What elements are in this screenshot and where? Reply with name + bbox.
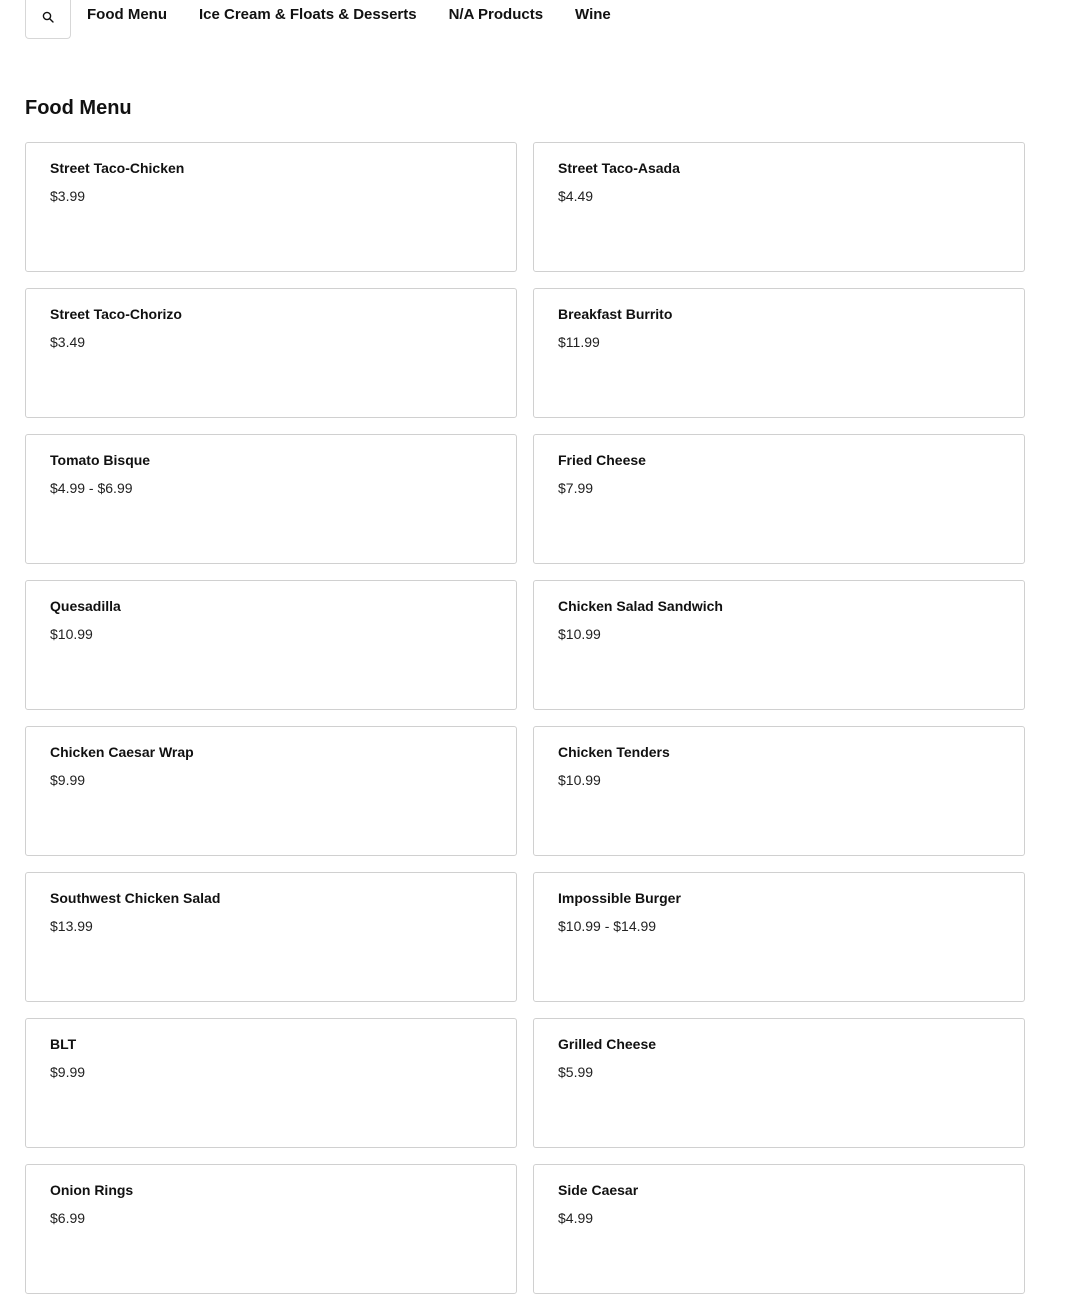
menu-item-price: $4.49 xyxy=(558,188,594,204)
menu-item-name: Quesadilla xyxy=(50,598,121,614)
menu-item-name: Side Caesar xyxy=(558,1182,639,1198)
menu-item-name: Southwest Chicken Salad xyxy=(50,890,221,906)
menu-item-price: $11.99 xyxy=(558,334,600,350)
section-title: Food Menu xyxy=(25,97,132,119)
menu-item-card[interactable] xyxy=(533,580,1025,710)
menu-item-price: $9.99 xyxy=(50,772,86,788)
tab-na-products[interactable]: N/A Products xyxy=(448,6,544,23)
category-tabs xyxy=(87,0,627,24)
tab-wine[interactable]: Wine xyxy=(575,6,611,23)
menu-item-name: Grilled Cheese xyxy=(558,1036,657,1052)
menu-item-card[interactable] xyxy=(533,434,1025,564)
menu-item-card[interactable] xyxy=(25,1164,517,1294)
menu-item-name: Street Taco-Chorizo xyxy=(50,306,182,322)
menu-item-card[interactable] xyxy=(25,872,517,1002)
menu-item-price: $10.99 xyxy=(558,772,601,788)
menu-item-name: Onion Rings xyxy=(50,1182,134,1198)
menu-item-card[interactable] xyxy=(533,142,1025,272)
tab-ice-cream-floats-desserts[interactable]: Ice Cream & Floats & Desserts xyxy=(198,6,417,23)
menu-item-card[interactable] xyxy=(533,726,1025,856)
menu-item-price: $7.99 xyxy=(558,480,594,496)
menu-item-price: $3.49 xyxy=(50,334,86,350)
menu-item-name: Chicken Salad Sandwich xyxy=(558,598,723,614)
menu-item-name: Fried Cheese xyxy=(558,452,646,468)
menu-item-card[interactable] xyxy=(25,1018,517,1148)
menu-item-name: Chicken Tenders xyxy=(558,744,670,760)
tab-food-menu[interactable]: Food Menu xyxy=(87,6,167,23)
search-icon xyxy=(42,10,54,28)
menu-item-price: $3.99 xyxy=(50,188,86,204)
menu-item-price: $13.99 xyxy=(50,918,93,934)
menu-item-card[interactable] xyxy=(533,872,1025,1002)
menu-item-name: BLT xyxy=(50,1036,77,1052)
menu-item-price: $5.99 xyxy=(558,1064,594,1080)
menu-item-price: $10.99 xyxy=(50,626,93,642)
menu-item-price: $4.99 xyxy=(558,1210,594,1226)
menu-item-name: Impossible Burger xyxy=(558,890,681,906)
menu-item-card[interactable] xyxy=(25,142,517,272)
menu-item-card[interactable] xyxy=(25,288,517,418)
menu-item-name: Street Taco-Chicken xyxy=(50,160,185,176)
menu-item-name: Tomato Bisque xyxy=(50,452,151,468)
menu-item-name: Breakfast Burrito xyxy=(558,306,673,322)
menu-item-name: Street Taco-Asada xyxy=(558,160,680,176)
menu-item-price: $9.99 xyxy=(50,1064,86,1080)
menu-item-card[interactable] xyxy=(533,288,1025,418)
menu-item-card[interactable] xyxy=(533,1164,1025,1294)
menu-items-grid xyxy=(25,142,1025,1294)
menu-item-price: $4.99 - $6.99 xyxy=(50,480,133,496)
search-button[interactable] xyxy=(25,0,71,39)
category-nav xyxy=(25,0,627,40)
menu-item-price: $6.99 xyxy=(50,1210,86,1226)
menu-item-price: $10.99 - $14.99 xyxy=(558,918,657,934)
menu-item-card[interactable] xyxy=(25,434,517,564)
menu-item-name: Chicken Caesar Wrap xyxy=(50,744,194,760)
menu-item-card[interactable] xyxy=(25,580,517,710)
menu-item-card[interactable] xyxy=(25,726,517,856)
menu-item-price: $10.99 xyxy=(558,626,601,642)
menu-item-card[interactable] xyxy=(533,1018,1025,1148)
